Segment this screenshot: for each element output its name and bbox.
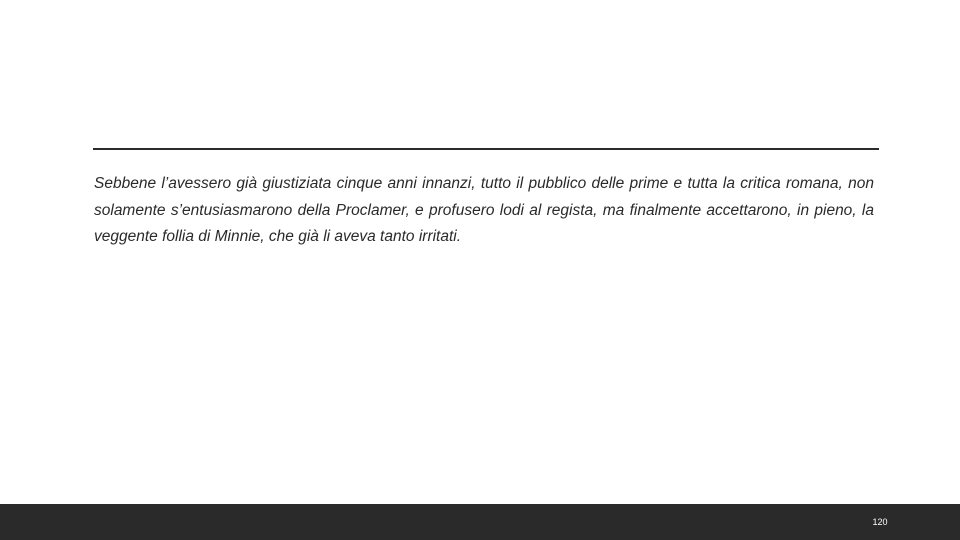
footer-bar [0, 504, 960, 540]
horizontal-divider [93, 148, 879, 150]
body-text: Sebbene l’avessero già giustiziata cinque anni innanzi, tutto il pubblico delle prime e tutta la critica romana, non solamente s’entusiasmarono della Proclamer, e profusero lodi al regista, ma finalmente accettarono, in pieno, la veggente follia di Minnie, che già li aveva tanto irritati. [94, 175, 874, 245]
page-number: 120 [872, 517, 888, 527]
